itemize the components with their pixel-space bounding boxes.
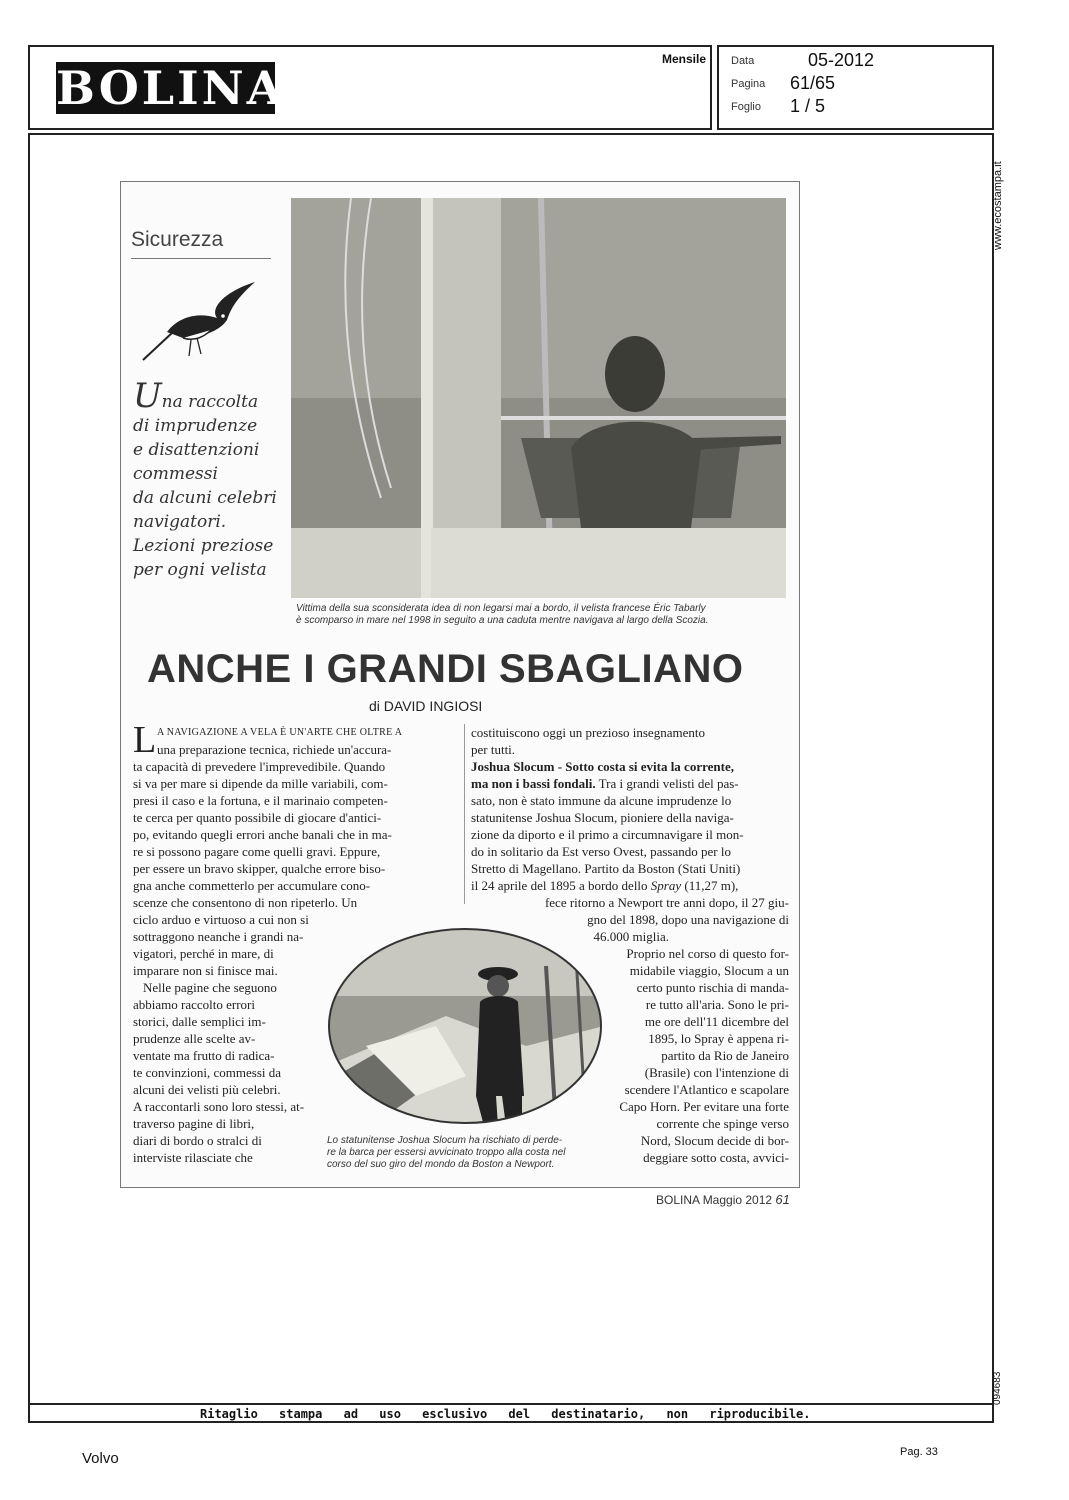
section-rule bbox=[131, 258, 271, 259]
oval-caption bbox=[327, 1135, 605, 1171]
body-line: Capo Horn. Per evitare una forte bbox=[619, 1099, 789, 1114]
column-1-top bbox=[133, 719, 461, 911]
body-line: 46.000 miglia. bbox=[593, 929, 669, 944]
body-line: certo punto rischia di manda- bbox=[636, 980, 789, 995]
bolina-logo: BOLINA bbox=[56, 61, 286, 115]
body-line: sato, non è stato immune da alcune imprudenze lo bbox=[471, 793, 732, 808]
column-1-bottom bbox=[133, 911, 343, 1166]
body-line: per essere un bravo skipper, qualche errore biso- bbox=[133, 861, 386, 876]
body-line: ta capacità di prevedere l'imprevedibile. Quando bbox=[133, 759, 386, 774]
intro-line: e disattenzioni bbox=[133, 440, 260, 460]
body-line: abbiamo raccolto errori bbox=[133, 997, 255, 1012]
body-line: A NAVIGAZIONE A VELA È UN'ARTE CHE OLTRE A bbox=[157, 727, 403, 738]
body-line: alcuni dei velisti più celebri. bbox=[133, 1082, 281, 1097]
body-line: re tutto all'aria. Sono le pri- bbox=[645, 997, 789, 1012]
body-line: Nelle pagine che seguono bbox=[143, 980, 277, 995]
body-line: te convinzioni, commessi da bbox=[133, 1065, 282, 1080]
body-line: te cerca per quanto possibile di giocare d'antici- bbox=[133, 810, 382, 825]
oval-caption-line: Lo statunitense Joshua Slocum ha rischiato di perde- bbox=[327, 1135, 563, 1146]
subhead-line: Joshua Slocum - Sotto costa si evita la corrente, bbox=[471, 759, 734, 774]
body-line: gna anche commetterlo per accumulare cono- bbox=[133, 878, 371, 893]
body-line: ciclo arduo e virtuoso a cui non si bbox=[133, 912, 309, 927]
body-line: storici, dalle semplici im- bbox=[133, 1014, 266, 1029]
intro-text bbox=[133, 376, 283, 582]
intro-line: per ogni velista bbox=[133, 560, 267, 580]
page-label: Pagina bbox=[731, 78, 766, 90]
oval-caption-line: corso del suo giro del mondo da Boston a Newport. bbox=[327, 1159, 555, 1170]
side-code bbox=[992, 1360, 1012, 1405]
body-line: per tutti. bbox=[471, 742, 516, 757]
body-line: re si possono pagare come quelli gravi. Eppure, bbox=[133, 844, 381, 859]
body-line: 1895, lo Spray è appena ri- bbox=[648, 1031, 789, 1046]
date-value: 05-2012 bbox=[808, 50, 875, 70]
intro-line: na raccolta bbox=[161, 392, 259, 412]
body-text: il 24 aprile del 1895 a bordo dello bbox=[471, 878, 651, 893]
side-url bbox=[992, 140, 1012, 250]
photo-caption bbox=[296, 603, 786, 627]
slocum-oval-photo bbox=[326, 926, 604, 1126]
boat-name: Spray bbox=[650, 878, 682, 893]
periodicity: Mensile bbox=[662, 52, 707, 66]
body-line: Proprio nel corso di questo for- bbox=[626, 946, 789, 961]
intro-line: di imprudenze bbox=[133, 416, 258, 436]
sheet-value: 1 / 5 bbox=[790, 96, 826, 116]
body-line: vigatori, perché in mare, di bbox=[133, 946, 274, 961]
body-line: A raccontarli sono loro stessi, at- bbox=[133, 1099, 305, 1114]
body-line: partito da Rio de Janeiro bbox=[661, 1048, 789, 1063]
page-number: Pag. 33 bbox=[900, 1446, 938, 1458]
intro-line: navigatori. bbox=[133, 512, 227, 532]
body-line: una preparazione tecnica, richiede un'accura- bbox=[157, 742, 392, 757]
tabarly-photo bbox=[291, 198, 786, 598]
column-2-top bbox=[471, 724, 789, 894]
body-line: sottraggono neanche i grandi na- bbox=[133, 929, 304, 944]
body-line: po, evitando quegli errori anche banali che in ma- bbox=[133, 827, 392, 842]
page-value: 61/65 bbox=[790, 73, 836, 93]
body-line bbox=[471, 877, 789, 894]
body-text: (11,27 m), bbox=[681, 878, 739, 893]
body-line: prudenze alle scelte av- bbox=[133, 1031, 256, 1046]
folio-page: 61 bbox=[775, 1192, 790, 1207]
body-line: presi il caso e la fortuna, e il marinaio competen- bbox=[133, 793, 388, 808]
body-line: corrente che spinge verso bbox=[656, 1116, 789, 1131]
body-line: statunitense Joshua Slocum, pioniere della naviga- bbox=[471, 810, 734, 825]
side-code-text: 094683 bbox=[992, 1371, 1003, 1405]
footer-divider bbox=[29, 1403, 993, 1405]
folio-text: BOLINA Maggio 2012 bbox=[656, 1193, 773, 1207]
seabird-illustration bbox=[139, 276, 259, 366]
body-line: me ore dell'11 dicembre del bbox=[644, 1014, 789, 1029]
body-line: ventate ma frutto di radica- bbox=[133, 1048, 275, 1063]
oval-caption-line: re la barca per essersi avvicinato troppo alla costa nel bbox=[327, 1147, 566, 1158]
subhead-tail: ma non i bassi fondali. bbox=[471, 776, 596, 791]
intro-line: Lezioni preziose bbox=[133, 536, 274, 556]
body-line: si va per mare si dipende da mille variabili, com- bbox=[133, 776, 388, 791]
article-clipping bbox=[120, 181, 800, 1188]
body-line: diari di bordo o stralci di bbox=[133, 1133, 262, 1148]
body-line: traverso pagine di libri, bbox=[133, 1116, 255, 1131]
intro-initial: U bbox=[133, 376, 162, 416]
client-name: Volvo bbox=[82, 1450, 119, 1467]
body-line: imparare non si finisce mai. bbox=[133, 963, 278, 978]
body-line: scenze che consentono di non ripeterlo. Un bbox=[133, 895, 358, 910]
side-url-text: www.ecostampa.it bbox=[992, 161, 1004, 250]
dropcap: L bbox=[133, 719, 157, 761]
body-line: costituiscono oggi un prezioso insegnamento bbox=[471, 725, 705, 740]
photo-caption-line: è scomparso in mare nel 1998 in seguito a una caduta mentre navigava al largo della Scozia. bbox=[296, 615, 709, 626]
body-text: Tra i grandi velisti del pas- bbox=[598, 776, 739, 791]
body-line: do in solitario da Est verso Ovest, passando per lo bbox=[471, 844, 731, 859]
sheet-label: Foglio bbox=[731, 101, 761, 113]
body-line bbox=[471, 775, 789, 792]
body-line: (Brasile) con l'intenzione di bbox=[644, 1065, 789, 1080]
section-title: Sicurezza bbox=[131, 228, 224, 251]
body-line: gno del 1898, dopo una navigazione di bbox=[587, 912, 789, 927]
column-divider bbox=[464, 724, 465, 904]
byline: di DAVID INGIOSI bbox=[369, 698, 483, 714]
body-line: interviste rilasciate che bbox=[133, 1150, 253, 1165]
intro-line: commessi bbox=[133, 464, 218, 484]
body-line: midabile viaggio, Slocum a un bbox=[629, 963, 789, 978]
body-line: scendere l'Atlantico e scapolare bbox=[624, 1082, 789, 1097]
reproduction-note: Ritaglio stampa ad uso esclusivo del destinatario, non riproducibile. bbox=[200, 1407, 811, 1421]
article-headline: ANCHE I GRANDI SBAGLIANO bbox=[147, 647, 744, 691]
body-line: zione da diporto e il primo a circumnavigare il mon- bbox=[471, 827, 744, 842]
body-line: fece ritorno a Newport tre anni dopo, il 27 giu- bbox=[544, 895, 789, 910]
folio bbox=[656, 1192, 790, 1207]
date-label: Data bbox=[731, 55, 755, 67]
body-line: Stretto di Magellano. Partito da Boston (Stati Uniti) bbox=[471, 861, 741, 876]
intro-line: da alcuni celebri bbox=[133, 488, 277, 508]
body-line: Nord, Slocum decide di bor- bbox=[640, 1133, 789, 1148]
body-line: deggiare sotto costa, avvici- bbox=[643, 1150, 789, 1165]
photo-caption-line: Vittima della sua sconsiderata idea di non legarsi mai a bordo, il velista francese Éric Tabarly bbox=[296, 603, 706, 614]
